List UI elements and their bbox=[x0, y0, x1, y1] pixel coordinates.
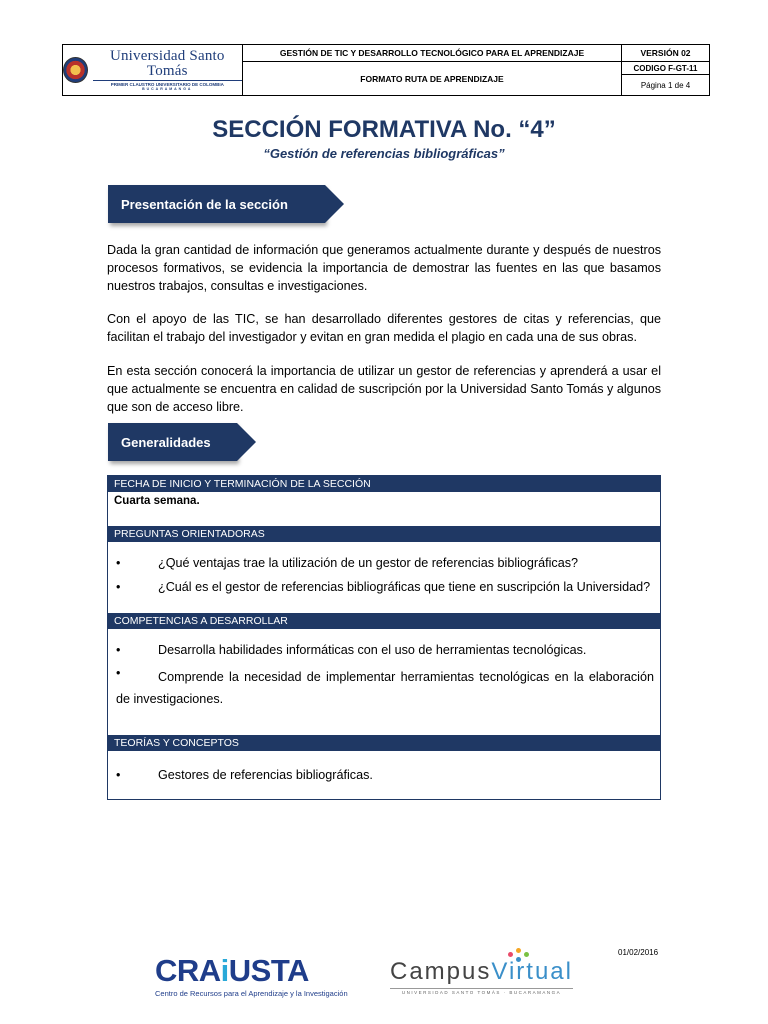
question-2: ¿Cuál es el gestor de referencias bibliográficas que tiene en suscripción la Universidad? bbox=[158, 580, 651, 594]
header-version: VERSIÓN 02 bbox=[622, 45, 709, 62]
page-subtitle: “Gestión de referencias bibliográficas” bbox=[263, 146, 505, 161]
table-header-fecha: FECHA DE INICIO Y TERMINACIÓN DE LA SECCIÓN bbox=[108, 476, 660, 492]
table-cell-competencias bbox=[108, 629, 660, 735]
question-1: ¿Qué ventajas trae la utilización de un gestor de referencias bibliográficas? bbox=[158, 556, 579, 570]
university-name: Universidad Santo Tomás bbox=[109, 48, 225, 79]
cra-text-b: USTA bbox=[228, 953, 309, 988]
teoria-1: Gestores de referencias bibliográficas. bbox=[158, 768, 373, 782]
footer-date: 01/02/2016 bbox=[618, 948, 659, 957]
page-title: SECCIÓN FORMATIVA No. “4” bbox=[212, 116, 556, 143]
bullet: • bbox=[116, 556, 121, 570]
section-banner-presentation: Presentación de la sección bbox=[108, 185, 325, 223]
header-code: CODIGO F-GT-11 bbox=[622, 62, 709, 75]
cv-text-a: Campus bbox=[390, 958, 492, 985]
competencia-2: Comprende la necesidad de implementar herramientas tecnológicas en la elaboración de investigaciones. bbox=[116, 670, 654, 706]
cra-subtitle: Centro de Recursos para el Aprendizaje y la Investigación bbox=[155, 989, 348, 998]
campus-virtual-logo bbox=[390, 960, 573, 995]
cv-text-b: Virtual bbox=[491, 958, 573, 985]
cra-text-a: CRA bbox=[155, 953, 221, 988]
table-cell-teorias bbox=[108, 751, 660, 799]
header-page: Página 1 de 4 bbox=[640, 80, 691, 90]
bullet: • bbox=[116, 768, 121, 782]
paragraph-3: En esta sección conocerá la importancia de utilizar un gestor de referencias y aprenderá a usar el que actualmente se encuentra en calidad de suscripción por la Universidad Santo Tomás y algunos que son de acceso libre. bbox=[107, 364, 661, 414]
table-cell-preguntas bbox=[108, 542, 660, 620]
generalidades-table bbox=[107, 475, 661, 800]
section-banner-generalidades: Generalidades bbox=[108, 423, 237, 461]
competencia-2-wrap bbox=[116, 666, 654, 710]
paragraph-1: Dada la gran cantidad de información que generamos actualmente durante y después de nuestros procesos formativos, se evidencia la importancia de demostrar las fuentes en las que basamos nuestros trabajos, consultas e investigaciones. bbox=[107, 243, 661, 293]
university-city: BUCARAMANGA bbox=[142, 87, 193, 91]
table-cell-fecha: Cuarta semana. bbox=[114, 495, 200, 507]
university-subtitle: PRIMER CLAUSTRO UNIVERSITARIO DE COLOMBIA bbox=[93, 80, 242, 87]
table-header-teorias: TEORÍAS Y CONCEPTOS bbox=[108, 735, 660, 751]
header-title-1: GESTIÓN DE TIC Y DESARROLLO TECNOLÓGICO PARA EL APRENDIZAJE bbox=[243, 45, 622, 62]
competencia-1: Desarrolla habilidades informáticas con el uso de herramientas tecnológicas. bbox=[158, 643, 587, 657]
bullet: • bbox=[116, 580, 121, 594]
header-title-2: FORMATO RUTA DE APRENDIZAJE bbox=[243, 62, 622, 95]
paragraph-2: Con el apoyo de las TIC, se han desarrollado diferentes gestores de citas y referencias, que facilitan el trabajo del investigador y evitan en gran medida el plagio en cada una de sus obras. bbox=[107, 312, 661, 344]
cv-subtitle: UNIVERSIDAD SANTO TOMÁS · BUCARAMANGA bbox=[390, 988, 573, 995]
bullet: • bbox=[116, 643, 121, 657]
university-seal-icon bbox=[63, 57, 88, 83]
cra-text-i: i bbox=[220, 953, 229, 988]
table-header-competencias: COMPETENCIAS A DESARROLLAR bbox=[108, 613, 660, 629]
table-header-preguntas: PREGUNTAS ORIENTADORAS bbox=[108, 526, 660, 542]
bullet: • bbox=[116, 666, 121, 680]
craiusta-logo bbox=[155, 955, 348, 998]
document-header-table bbox=[62, 44, 710, 96]
university-logo bbox=[63, 45, 243, 95]
